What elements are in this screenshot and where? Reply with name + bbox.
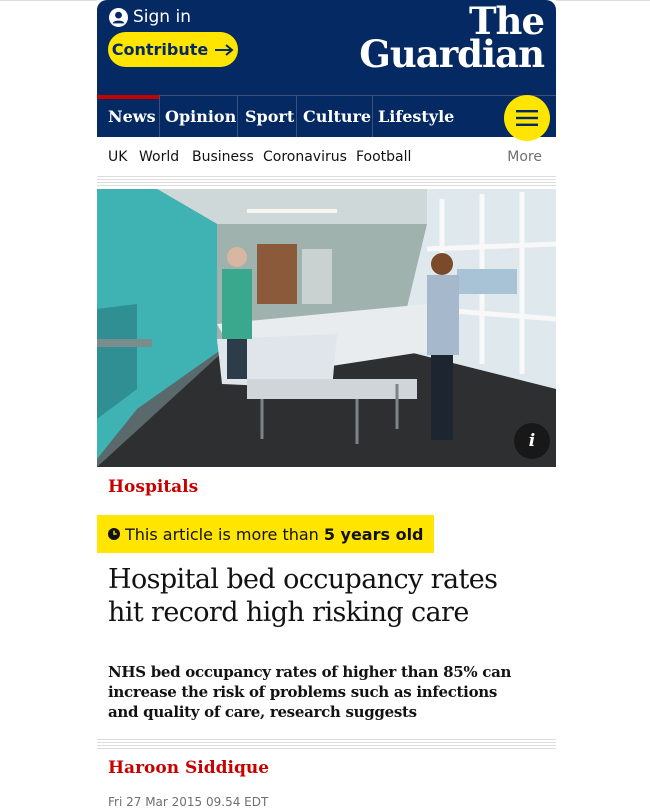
guardian-article-page xyxy=(97,0,556,811)
clock-icon xyxy=(108,528,120,540)
guardian-logo[interactable] xyxy=(359,0,544,76)
publish-date: Fri 27 Mar 2015 09.54 EDT xyxy=(108,795,269,809)
nav-divider xyxy=(237,96,238,137)
subnav-item-football[interactable]: Football xyxy=(356,149,412,165)
headline-line-2: hit record high risking care xyxy=(108,597,469,628)
sub-navigation xyxy=(97,137,556,177)
user-icon xyxy=(109,8,128,27)
section-kicker[interactable]: Hospitals xyxy=(108,477,199,497)
logo-line-1: The xyxy=(469,0,544,43)
article-headline xyxy=(108,563,548,629)
nav-item-lifestyle[interactable]: Lifestyle xyxy=(378,107,455,126)
subnav-item-uk[interactable]: UK xyxy=(108,149,128,165)
image-info-button[interactable] xyxy=(514,423,550,459)
nav-divider xyxy=(372,96,373,137)
nav-item-culture[interactable]: Culture xyxy=(303,107,372,126)
age-notice-text: This article is more than xyxy=(125,524,319,544)
headline-line-1: Hospital bed occupancy rates xyxy=(108,564,498,595)
standfirst-line-2: increase the risk of problems such as infections xyxy=(108,683,498,701)
sign-in-link[interactable] xyxy=(109,7,191,27)
subnav-item-coronavirus[interactable]: Coronavirus xyxy=(263,149,347,165)
subnav-item-business[interactable]: Business xyxy=(192,149,254,165)
standfirst-line-1: NHS bed occupancy rates of higher than 85% can xyxy=(108,663,512,681)
contribute-label: Contribute xyxy=(111,40,209,59)
nav-item-news[interactable]: News xyxy=(108,107,156,126)
standfirst-line-3: and quality of care, research suggests xyxy=(108,703,417,721)
info-icon: i xyxy=(528,431,536,451)
section-rule xyxy=(97,176,556,188)
pillar-nav xyxy=(97,95,556,137)
age-notice-bold: 5 years old xyxy=(323,524,424,544)
arrow-right-icon xyxy=(214,44,234,56)
contribute-button[interactable] xyxy=(108,32,238,67)
hospital-corridor-photo[interactable] xyxy=(97,189,556,467)
nav-divider xyxy=(296,96,297,137)
nav-item-sport[interactable]: Sport xyxy=(245,107,295,126)
hamburger-menu-icon xyxy=(516,110,538,126)
nav-divider xyxy=(159,96,160,137)
nav-item-opinion[interactable]: Opinion xyxy=(165,107,237,126)
sign-in-label: Sign in xyxy=(133,7,191,27)
subnav-more-link[interactable]: More xyxy=(507,149,542,165)
menu-button[interactable] xyxy=(504,95,550,141)
article-standfirst xyxy=(108,662,548,722)
byline-rule xyxy=(97,739,556,751)
photo-illustration xyxy=(97,189,556,467)
subnav-item-world[interactable]: World xyxy=(139,149,180,165)
site-header xyxy=(97,0,556,95)
author-byline[interactable]: Haroon Siddique xyxy=(108,758,270,778)
logo-line-2: Guardian xyxy=(359,32,544,76)
article-age-notice xyxy=(97,515,434,553)
